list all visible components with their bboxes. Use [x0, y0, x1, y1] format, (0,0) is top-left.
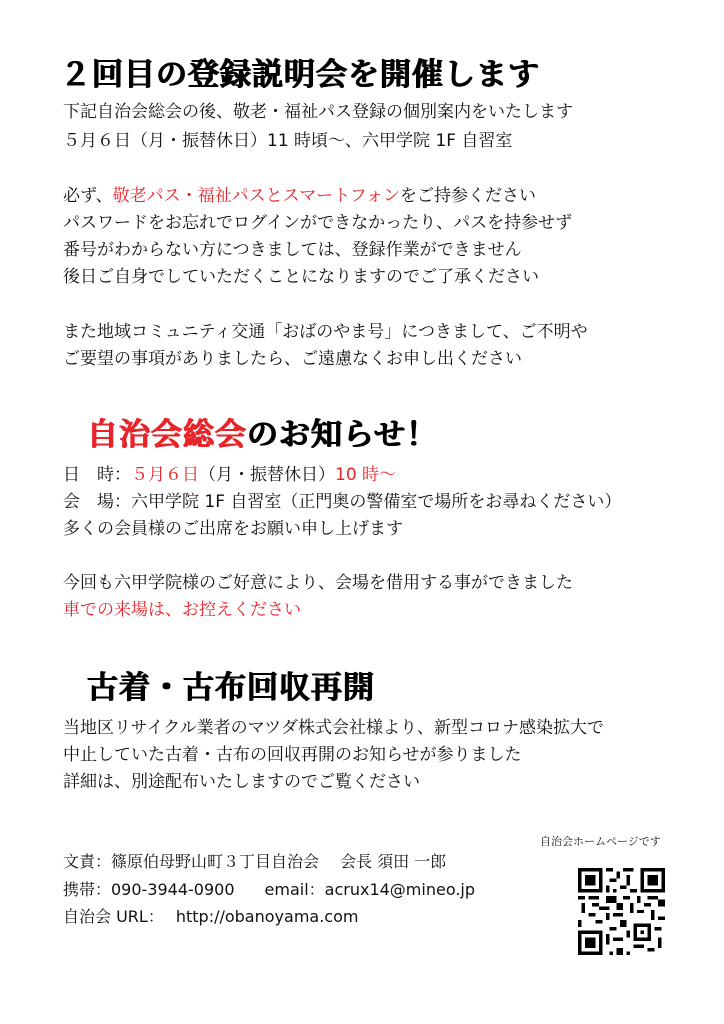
- sec1-p3-line-1: また地域コミュニティ交通「おばのやま号」につきまして、ご不明や: [63, 322, 588, 342]
- footer-url-label: 自治会 URL：: [63, 907, 164, 926]
- sec3-line-1: 当地区リサイクル業者のマツダ株式会社様より、新型コロナ感染拡大で: [63, 718, 604, 738]
- sec1-p2-line-3: 後日ご自身でしていただくことになりますのでご了承ください: [63, 267, 539, 287]
- sec1-p2-line-1: パスワードをお忘れでログインができなかったり、パスを持参せず: [63, 213, 573, 233]
- section2-heading: [87, 409, 438, 454]
- footer-contact: [63, 880, 475, 900]
- date-time: 10 時～: [335, 465, 397, 485]
- footer-responsible: 文責：篠原伯母野山町３丁目自治会 会長 須田 一郎: [63, 852, 447, 871]
- date-mid: （月・振替休日）: [199, 465, 335, 485]
- section2-heading-red: 自治会総会: [87, 417, 247, 453]
- meeting-attend: 多くの会員様のご出席をお願い申し上げます: [63, 519, 403, 539]
- qr-code-icon[interactable]: [578, 868, 665, 955]
- meeting-thanks: 今回も六甲学院様のご好意により、会場を借用する事ができました: [63, 573, 573, 593]
- sec1-bring-line: [63, 185, 536, 207]
- section2-heading-rest: のお知らせ！: [247, 417, 439, 453]
- car-notice: 車での来場は、お控えください: [63, 600, 301, 620]
- section1-heading: ２回目の登録説明会を開催します: [60, 57, 540, 93]
- sec1-line-1: 下記自治会総会の後、敬老・福祉パス登録の個別案内をいたします: [63, 102, 573, 122]
- sec1-p3-line-2: ご要望の事項がありましたら、ご遠慮なくお申し出ください: [63, 349, 522, 369]
- date-label: 日 時：: [63, 465, 131, 485]
- sec3-line-2: 中止していた古着・古布の回収再開のお知らせが参りました: [63, 745, 522, 765]
- section3-heading: 古着・古布回収再開: [87, 670, 375, 706]
- bring-items: 敬老パス・福祉パスとスマートフォン: [112, 186, 400, 206]
- date-value: ５月６日: [131, 465, 199, 485]
- footer-url-line: [63, 907, 358, 927]
- footer-phone: 携帯：090-3944-0900: [63, 880, 235, 899]
- meeting-date: [63, 464, 396, 486]
- sec1-line-2: ５月６日（月・振替休日）11 時頃～、六甲学院 1F 自習室: [63, 131, 513, 151]
- bring-prefix: 必ず、: [63, 186, 113, 206]
- sec1-p2-line-2: 番号がわからない方につきましては、登録作業ができません: [63, 240, 522, 260]
- footer-url-link[interactable]: http://obanoyama.com: [175, 907, 359, 926]
- bring-suffix: をご持参ください: [399, 186, 536, 206]
- qr-caption: 自治会ホームページです: [540, 835, 661, 848]
- sec3-line-3: 詳細は、別途配布いたしますのでご覧ください: [63, 772, 420, 792]
- footer-email[interactable]: email：acrux14@mineo.jp: [264, 880, 476, 899]
- meeting-venue: 会 場：六甲学院 1F 自習室（正門奥の警備室で場所をお尋ねください）: [63, 492, 622, 512]
